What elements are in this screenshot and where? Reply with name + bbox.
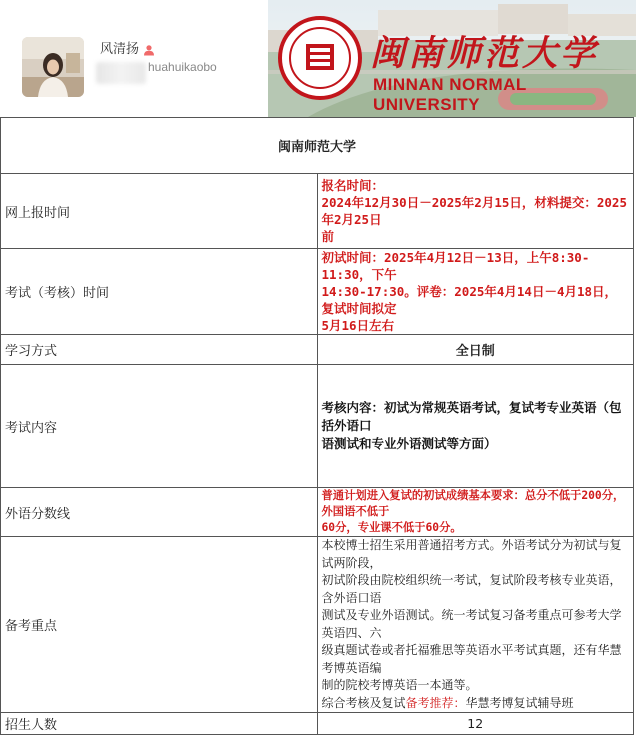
table-row [1,537,634,713]
row-label-enrollment: 招生人数 [1,713,318,735]
text-line: 初试时间：2025年4月12日－13日，上午8:30-11:30，下午 [321,250,590,282]
text-line: 普通计划进入复试的初试成绩基本要求：总分不低于200分，外国语不低于 [321,489,625,518]
row-label-prep-focus: 备考重点 [1,537,318,713]
recommendation-prefix: 综合考核及复试 [321,695,406,710]
table-row [1,249,634,335]
text-line: 测试及专业外语测试。统一考试复习备考重点可参考大学英语四、六 [321,608,622,640]
row-label-study-mode: 学习方式 [1,335,318,365]
admission-info-table [0,117,636,735]
text-line: 语测试和专业外语测试等方面） [321,436,497,451]
table-title: 闽南师范大学 [1,118,634,174]
table-row [1,335,634,365]
profile-card [0,0,268,117]
text-line: 本校博士招生采用普通招考方式。外语考试分为初试与复试两阶段， [321,538,622,570]
text-line: 5月16日左右 [321,318,395,333]
university-name-en: MINNAN NORMAL UNIVERSITY [373,75,527,114]
score-line-value [317,488,634,537]
exam-time-value [317,249,634,335]
recommendation-link[interactable]: 华慧考博复试辅导班 [465,695,574,710]
row-label-exam-time: 考试（考核）时间 [1,249,318,335]
text-line: 级真题试卷或者托福雅思等英语水平考试真题，还有华慧考博英语编 [321,643,622,675]
table-title-row [1,118,634,174]
text-line: 14:30-17:30。评卷：2025年4月14日－4月18日，复试时间拟定 [321,284,618,316]
row-label-score-line: 外语分数线 [1,488,318,537]
row-label-exam-content: 考试内容 [1,365,318,488]
study-mode-value: 全日制 [317,335,634,365]
enrollment-count-value: 12 [317,713,634,735]
table-row [1,713,634,735]
table-row [1,174,634,249]
text-line: 报名时间： [321,178,385,193]
blurred-avatar-mark [96,62,146,84]
recommendation-highlight: 备考推荐： [405,695,466,710]
text-line: 制的院校考博英语一本通等。 [321,678,478,692]
user-badge-icon [143,41,155,53]
text-line: 60分，专业课不低于60分。 [321,521,462,534]
prep-recommendation-line [322,695,630,713]
registration-time-value [317,174,634,249]
exam-content-value [317,365,634,488]
row-label-registration: 网上报时间 [1,174,318,249]
table-row [1,488,634,537]
header [0,0,636,117]
text-line: 2024年12月30日－2025年2月15日，材料提交：2025年2月25日 [321,195,627,227]
text-line: 初试阶段由院校组织统一考试，复试阶段考核专业英语，含外语口语 [321,573,622,605]
table-row [1,365,634,488]
text-line: 考核内容：初试为常规英语考试，复试考专业英语（包括外语口 [321,400,622,433]
prep-focus-value [317,537,634,713]
university-seal-icon [280,18,360,98]
university-name-cn: 闽南师范大学 [370,33,599,74]
user-handle: huahuikaobo [148,60,217,74]
text-line: 前 [321,229,335,244]
avatar[interactable] [22,37,84,97]
username[interactable]: 风清扬 [100,41,140,57]
username-row [100,38,155,56]
